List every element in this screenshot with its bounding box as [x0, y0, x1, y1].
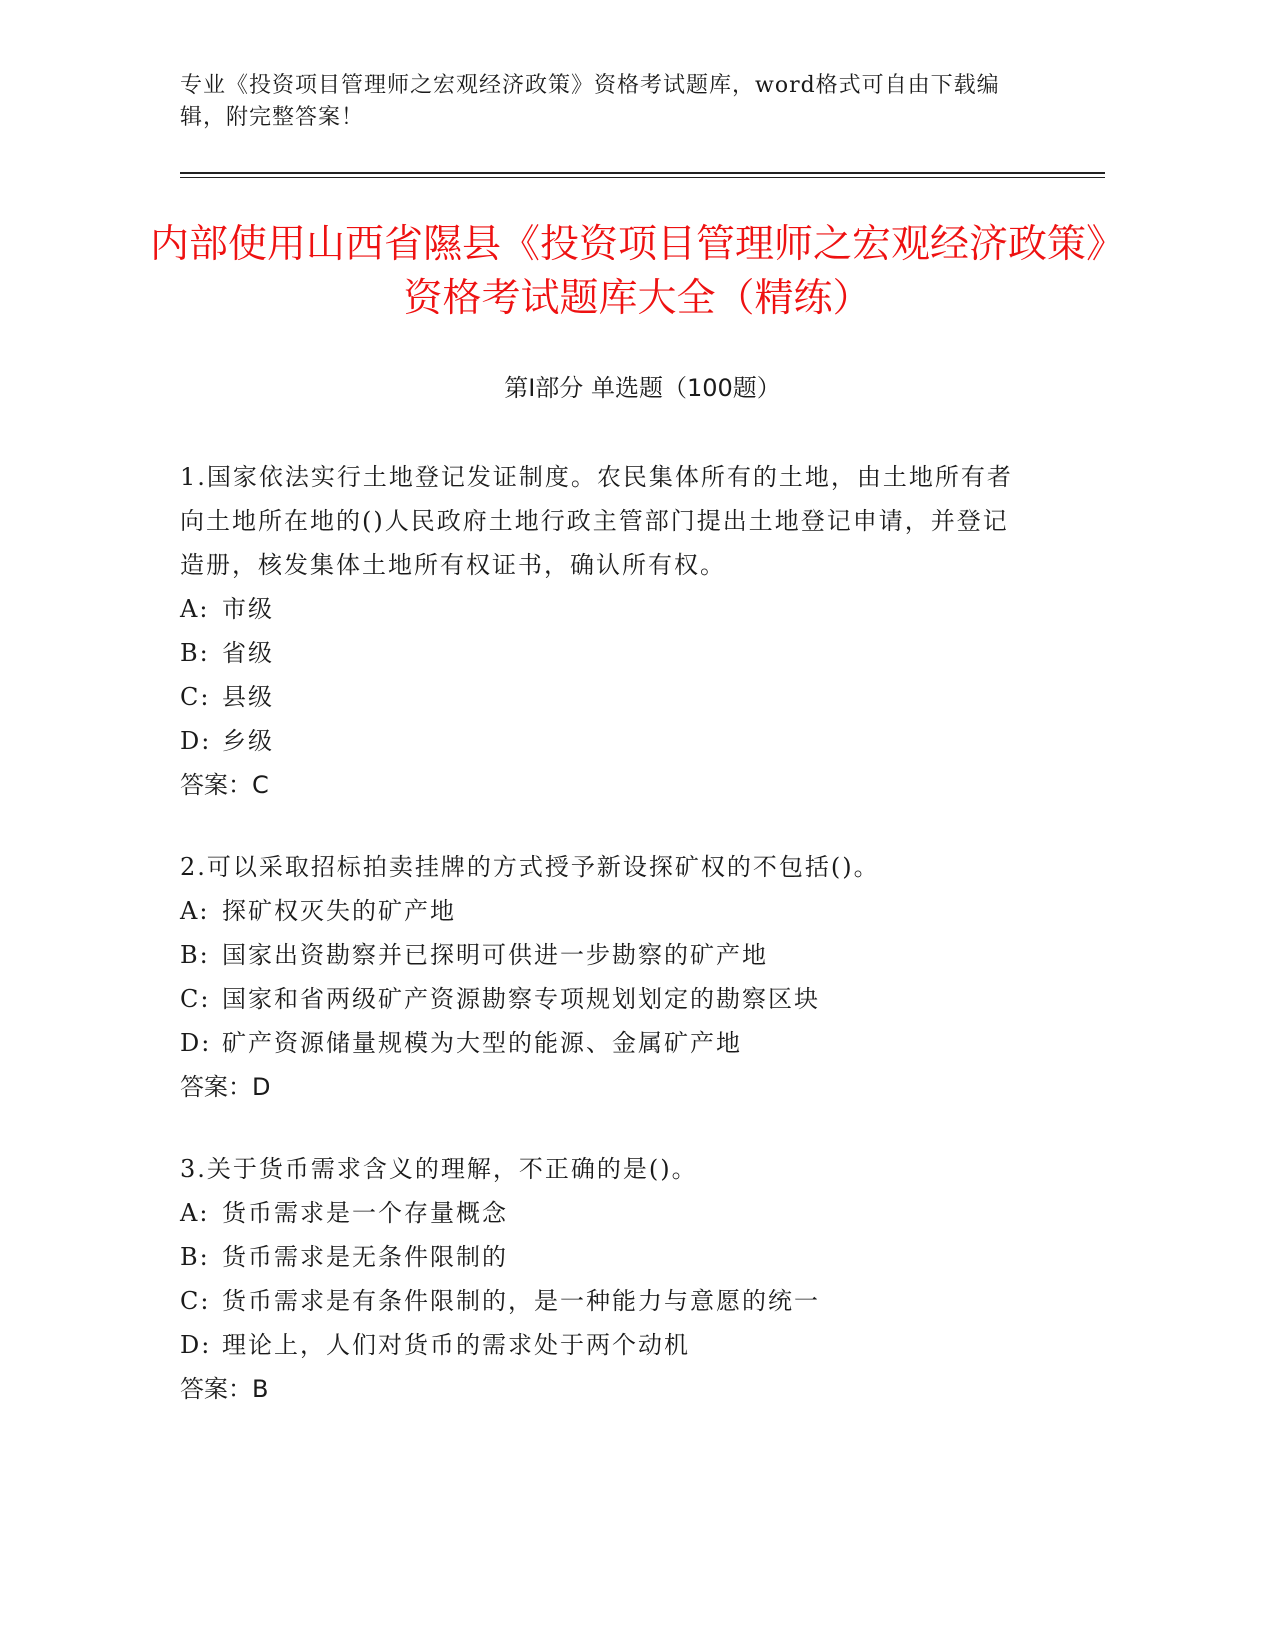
question-2 [180, 845, 1030, 1109]
option-b [180, 933, 1030, 977]
option-d [180, 1323, 1030, 1367]
option-key: C: [180, 985, 211, 1013]
option-text: 国家和省两级矿产资源勘察专项规划划定的勘察区块 [222, 985, 820, 1013]
option-text: 省级 [222, 639, 274, 667]
option-key: D: [180, 727, 212, 755]
option-text: 货币需求是无条件限制的 [222, 1243, 508, 1271]
option-key: D: [180, 1029, 212, 1057]
option-key: A: [180, 1199, 210, 1227]
header-divider-thick [180, 172, 1105, 174]
header-note: 专业《投资项目管理师之宏观经济政策》资格考试题库，word格式可自由下载编辑，附完整答案！ [180, 73, 1000, 130]
document-title: 内部使用山西省隰县《投资项目管理师之宏观经济政策》资格考试题库大全（精练） [150, 222, 1126, 321]
question-3 [180, 1147, 1030, 1411]
option-c [180, 1279, 1030, 1323]
question-stem: 3.关于货币需求含义的理解，不正确的是()。 [180, 1155, 698, 1183]
option-d [180, 1021, 1030, 1065]
header-divider-thin [180, 177, 1105, 178]
answer-line: 答案：B [180, 1375, 269, 1403]
answer-line: 答案：D [180, 1073, 271, 1101]
question-stem: 1.国家依法实行土地登记发证制度。农民集体所有的土地，由土地所有者向土地所在地的()人民政府土地行政主管部门提出土地登记申请，并登记造册，核发集体土地所有权证书，确认所有权。 [180, 463, 1013, 579]
option-key: A: [180, 897, 210, 925]
option-a [180, 587, 1030, 631]
option-a [180, 889, 1030, 933]
section-title: 第I部分 单选题（100题） [504, 374, 781, 402]
question-list [180, 455, 1030, 1449]
option-text: 矿产资源储量规模为大型的能源、金属矿产地 [222, 1029, 742, 1057]
option-key: D: [180, 1331, 212, 1359]
option-a [180, 1191, 1030, 1235]
option-text: 探矿权灭失的矿产地 [222, 897, 456, 925]
option-key: C: [180, 1287, 211, 1315]
option-b [180, 631, 1030, 675]
option-key: A: [180, 595, 210, 623]
option-c [180, 675, 1030, 719]
option-text: 乡级 [222, 727, 274, 755]
option-key: B: [180, 1243, 210, 1271]
option-text: 国家出资勘察并已探明可供进一步勘察的矿产地 [222, 941, 768, 969]
question-1 [180, 455, 1030, 807]
option-text: 县级 [222, 683, 274, 711]
option-key: B: [180, 639, 210, 667]
option-b [180, 1235, 1030, 1279]
option-text: 货币需求是一个存量概念 [222, 1199, 508, 1227]
answer-line: 答案：C [180, 771, 269, 799]
option-text: 市级 [222, 595, 274, 623]
question-stem: 2.可以采取招标拍卖挂牌的方式授予新设探矿权的不包括()。 [180, 853, 880, 881]
option-key: B: [180, 941, 210, 969]
option-text: 理论上，人们对货币的需求处于两个动机 [222, 1331, 690, 1359]
option-text: 货币需求是有条件限制的，是一种能力与意愿的统一 [222, 1287, 820, 1315]
option-c [180, 977, 1030, 1021]
option-d [180, 719, 1030, 763]
option-key: C: [180, 683, 211, 711]
